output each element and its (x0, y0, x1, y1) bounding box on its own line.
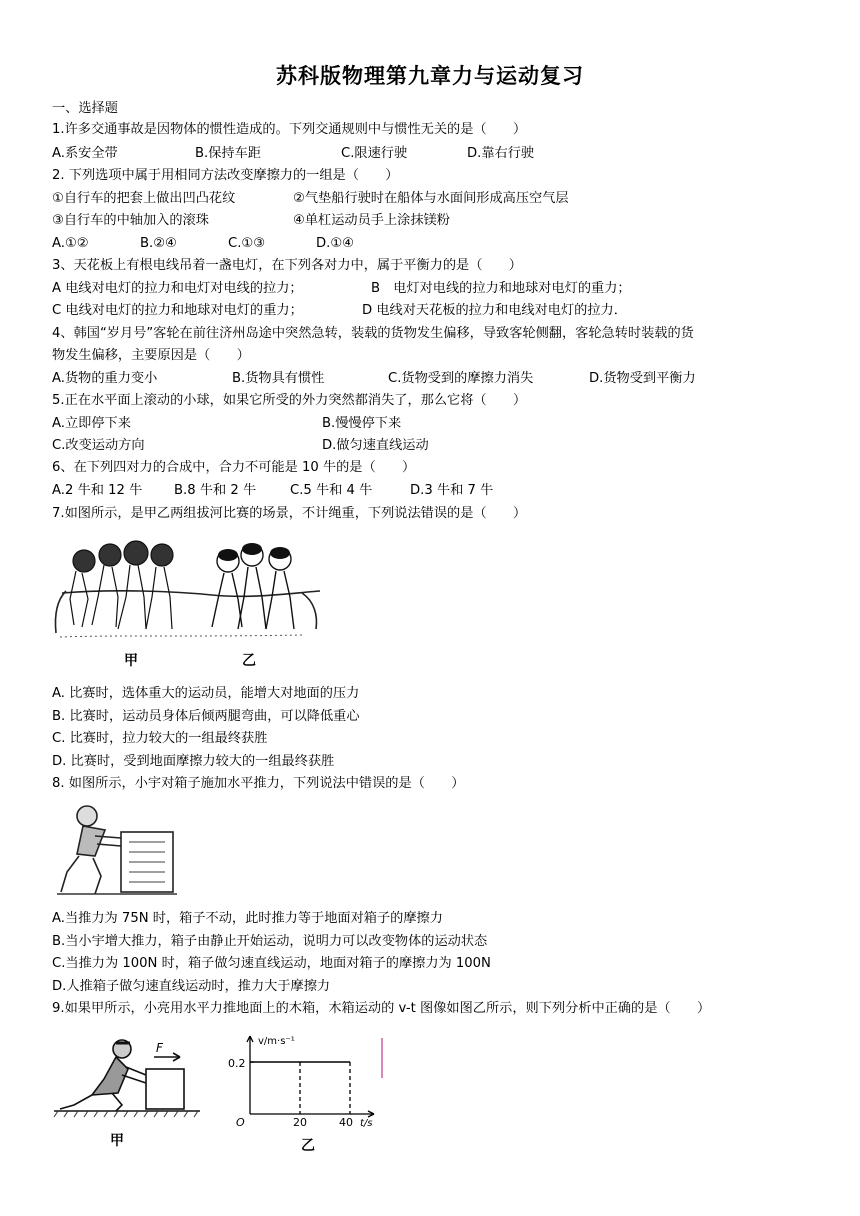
q6-option-c: C.5 牛和 4 牛 (290, 483, 373, 498)
vt-x-tick-40: 40 (339, 1116, 353, 1129)
q1-option-c: C.限速行驶 (341, 146, 408, 161)
q5-option-c: C.改变运动方向 (52, 438, 145, 453)
q4-option-a: A.货物的重力变小 (52, 371, 158, 386)
vt-graph (222, 1030, 392, 1155)
q2-item-1: ①自行车的把套上做出凹凸花纹 (52, 191, 236, 206)
page-title: 苏科版物理第九章力与运动复习 (276, 64, 584, 88)
section-heading: 一、选择题 (52, 101, 118, 116)
q2-item-4: ④单杠运动员手上涂抹镁粉 (293, 213, 450, 228)
push-box-figure (55, 800, 180, 900)
q8-option-b: B.当小宇增大推力，箱子由静止开始运动，说明力可以改变物体的运动状态 (52, 934, 488, 949)
q5-option-a: A.立即停下来 (52, 416, 131, 431)
q8-option-c: C.当推力为 100N 时，箱子做匀速直线运动，地面对箱子的摩擦力为 100N (52, 956, 491, 971)
q9-figure-jia (52, 1035, 202, 1150)
q2-option-a: A.①② (52, 236, 89, 251)
q6-option-d: D.3 牛和 7 牛 (410, 483, 494, 498)
vt-origin: O (236, 1116, 245, 1129)
q7-option-d: D. 比赛时，受到地面摩擦力较大的一组最终获胜 (52, 754, 335, 769)
q6-option-b: B.8 牛和 2 牛 (174, 483, 257, 498)
question-2-stem: 2. 下列选项中属于用相同方法改变摩擦力的一组是（ ） (52, 168, 399, 183)
force-label: F (156, 1041, 163, 1055)
q3-option-a: A 电线对电灯的拉力和电灯对电线的拉力； (52, 281, 303, 296)
question-9-stem: 9.如果甲所示，小亮用水平力推地面上的木箱，木箱运动的 v-t 图像如图乙所示，则下列分析中正确的是（ ） (52, 1001, 711, 1016)
q3-option-b: B 电灯对电线的拉力和地球对电灯的重力； (371, 281, 631, 296)
q2-option-d: D.①④ (316, 236, 354, 251)
q8-option-d: D.人推箱子做匀速直线运动时，推力大于摩擦力 (52, 979, 331, 994)
q4-option-c: C.货物受到的摩擦力消失 (388, 371, 534, 386)
q3-option-c: C 电线对电灯的拉力和地球对电灯的重力； (52, 303, 303, 318)
question-7-stem: 7.如图所示，是甲乙两组拔河比赛的场景，不计绳重，下列说法错误的是（ ） (52, 506, 527, 521)
q8-option-a: A.当推力为 75N 时，箱子不动，此时推力等于地面对箱子的摩擦力 (52, 911, 443, 926)
fig-jia-caption: 甲 (110, 1133, 124, 1149)
q2-option-c: C.①③ (228, 236, 266, 251)
q5-option-b: B.慢慢停下来 (322, 416, 402, 431)
q7-option-b: B. 比赛时，运动员身体后倾两腿弯曲，可以降低重心 (52, 709, 360, 724)
q1-option-a: A.系安全带 (52, 146, 118, 161)
tug-label-yi: 乙 (242, 653, 256, 669)
q4-option-b: B.货物具有惯性 (232, 371, 325, 386)
question-8-stem: 8. 如图所示，小宇对箱子施加水平推力，下列说法中错误的是（ ） (52, 776, 465, 791)
q2-item-2: ②气垫船行驶时在船体与水面间形成高压空气层 (293, 191, 569, 206)
q3-option-d: D 电线对天花板的拉力和电线对电灯的拉力． (362, 303, 627, 318)
vt-y-tick: 0.2 (228, 1057, 246, 1070)
q2-option-b: B.②④ (140, 236, 177, 251)
q2-item-3: ③自行车的中轴加入的滚珠 (52, 213, 209, 228)
question-5-stem: 5.正在水平面上滚动的小球，如果它所受的外力突然都消失了，那么它将（ ） (52, 393, 527, 408)
q7-option-c: C. 比赛时，拉力较大的一组最终获胜 (52, 731, 268, 746)
q1-option-d: D.靠右行驶 (467, 146, 535, 161)
vt-x-label: t/s (360, 1118, 373, 1129)
tug-of-war-figure (52, 533, 322, 673)
vt-y-label: v/m·s⁻¹ (258, 1036, 295, 1047)
q6-option-a: A.2 牛和 12 牛 (52, 483, 143, 498)
q5-option-d: D.做匀速直线运动 (322, 438, 429, 453)
question-4-stem-line2: 物发生偏移，主要原因是（ ） (52, 348, 250, 363)
q4-option-d: D.货物受到平衡力 (589, 371, 696, 386)
question-3-stem: 3、天花板上有根电线吊着一盏电灯，在下列各对力中，属于平衡力的是（ ） (52, 258, 522, 273)
vt-caption: 乙 (301, 1138, 315, 1154)
q7-option-a: A. 比赛时，选体重大的运动员，能增大对地面的压力 (52, 686, 360, 701)
q1-option-b: B.保持车距 (195, 146, 261, 161)
question-1-stem: 1.许多交通事故是因物体的惯性造成的。下列交通规则中与惯性无关的是（ ） (52, 122, 527, 137)
question-4-stem-line1: 4、韩国“岁月号”客轮在前往济州岛途中突然急转，装载的货物发生偏移，导致客轮侧翻，客轮急转时装载的货 (52, 326, 694, 341)
tug-label-jia: 甲 (124, 653, 138, 669)
question-6-stem: 6、在下列四对力的合成中，合力不可能是 10 牛的是（ ） (52, 460, 416, 475)
vt-x-tick-20: 20 (293, 1116, 307, 1129)
